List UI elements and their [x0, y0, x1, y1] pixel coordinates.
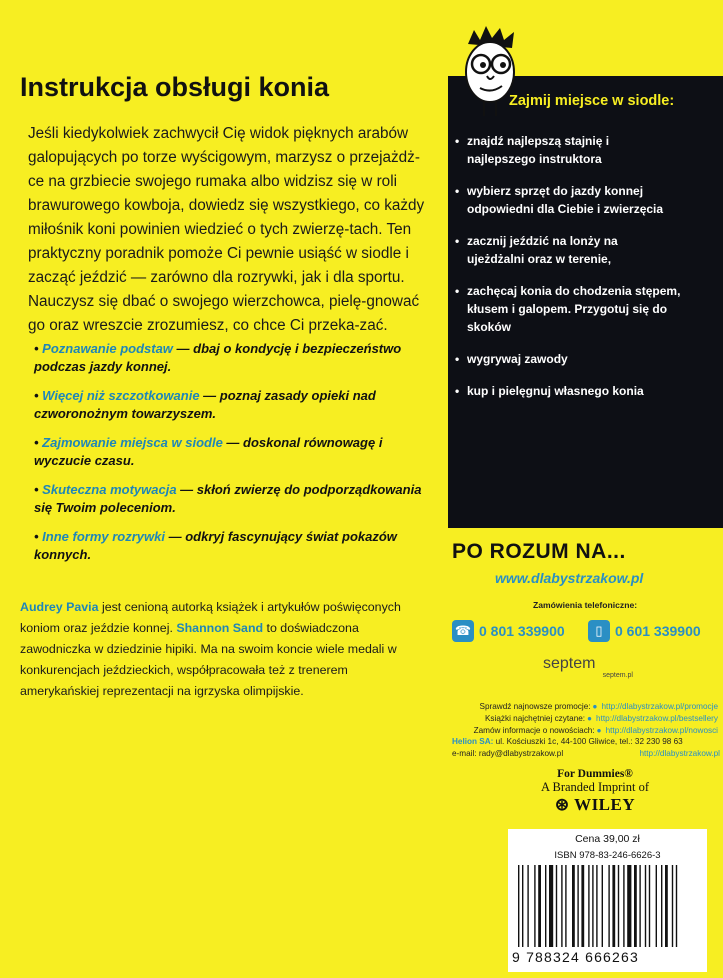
mobile-phone-icon: ▯: [588, 620, 610, 642]
author-bio-text: to doświadczona zawodniczka w dziedzinie hipiki. Ma na swoim koncie wiele medali w konkurencjach jeździeckich, współpracowała też z trenerem amerykańskiej reprezentacji na igrzyska olimpijskie.: [20, 621, 397, 698]
feature-item: • Skuteczna motywacja — skłoń zwierzę do podporządkowania się Twoim poleceniom.: [34, 482, 422, 515]
imprint-line: For Dummies®: [557, 768, 633, 780]
barcode-bar: [661, 865, 662, 947]
link-bullet-icon: ●: [596, 726, 602, 735]
wiley-logo-text: WILEY: [574, 795, 636, 814]
link-bullet-icon: ●: [592, 702, 598, 711]
phone-mobile[interactable]: [588, 614, 701, 648]
promo-label: Książki najchętniej czytane:: [484, 714, 586, 723]
barcode-number: 9 788324 666263: [512, 949, 639, 965]
barcode-bar: [565, 865, 566, 947]
barcode-bars: [516, 865, 699, 947]
feature-text: — skłoń zwierzę do podporządkowania się Twoim poleceniom.: [34, 482, 422, 515]
promo-link[interactable]: http://dlabystrzakow.pl/promocje: [601, 702, 718, 711]
feature-item: • Więcej niż szczotkowanie — poznaj zasady opieki nad czworonożnym towarzyszem.: [34, 388, 376, 421]
barcode-bar: [572, 865, 575, 947]
barcode-bar: [634, 865, 637, 947]
barcode-bar: [639, 865, 640, 947]
phone-number: 0 801 339900: [479, 623, 565, 639]
barcode-bar: [612, 865, 615, 947]
barcode-box: [508, 829, 707, 972]
barcode-bar: [672, 865, 673, 947]
feature-item: • Inne formy rozrywki — odkryj fascynujący świat pokazów konnych.: [34, 529, 397, 562]
publisher-email[interactable]: e-mail: rady@dlabystrzakow.pl: [452, 748, 564, 758]
barcode-bar: [627, 865, 631, 947]
link-bullet-icon: ●: [587, 714, 593, 723]
feature-highlight: Inne formy rozrywki: [42, 529, 165, 544]
feature-item: • Poznawanie podstaw — dbaj o kondycję i bezpieczeństwo podczas jazdy konnej.: [34, 341, 402, 374]
panel-item: • wygrywaj zawody: [455, 350, 700, 368]
feature-list: [34, 340, 434, 575]
imprint-block: [525, 768, 665, 815]
feature-text: — doskonal równowagę i wyczucie czasu.: [34, 435, 383, 468]
isbn-label: ISBN 978-83-246-6626-3: [554, 850, 661, 861]
feature-text: — poznaj zasady opieki nad czworonożnym towarzyszem.: [34, 388, 376, 421]
panel-item: • znajdź najlepszą stajnię i najlepszego instruktora: [455, 132, 625, 168]
panel-item: • kup i pielęgnuj własnego konia: [455, 382, 700, 400]
barcode-bar: [649, 865, 650, 947]
barcode-bar: [676, 865, 677, 947]
feature-item: • Zajmowanie miejsca w siodle — doskonal równowagę i wyczucie czasu.: [34, 435, 383, 468]
publisher-address: ul. Kościuszki 1c, 44-100 Gliwice, tel.: 32 230 98 63: [493, 737, 683, 746]
publisher-contact: [452, 736, 720, 759]
author-name: Audrey Pavia: [20, 600, 99, 614]
barcode-bar: [645, 865, 646, 947]
wiley-logo: [525, 795, 665, 815]
panel-heading: Zajmij miejsce w siodle:: [509, 93, 675, 109]
promo-label: Sprawdź najnowsze promocje:: [479, 702, 591, 711]
barcode-bar: [545, 865, 546, 947]
barcode-bar: [618, 865, 619, 947]
price-label: Cena 39,00 zł: [575, 833, 640, 845]
barcode-bar: [665, 865, 668, 947]
barcode-bar: [527, 865, 528, 947]
feature-highlight: Zajmowanie miejsca w siodle: [42, 435, 223, 450]
page-title: Instrukcja obsługi konia: [20, 72, 330, 102]
intro-paragraph: Jeśli kiedykolwiek zachwycił Cię widok pięknych arabów galopujących po torze wyścigowym, marzysz o przejażdż-ce na grzbiecie swojego rumaka albo widzisz się w roli brawurowego kowboja, dowiedz się wszystkiego, co każdy miłośnik koni powinien wiedzieć o tych zwierzę-tach. Ten praktyczny poradnik pomoże Ci pewnie usiąść w siodle i zacząć jeździć — zarówno dla rozrywki, jak i dla sportu. Nauczysz się dbać o swojego wierzchowca, pielę-gnować go oraz wreszcie zrozumiesz, co chce Ci przeka-zać.: [28, 125, 425, 334]
barcode-bar: [592, 865, 593, 947]
barcode-bar: [522, 865, 523, 947]
promo-link[interactable]: http://dlabystrzakow.pl/bestsellery: [596, 714, 718, 723]
publisher-address-row: [452, 736, 720, 748]
promo-link[interactable]: http://dlabystrzakow.pl/nowosci: [605, 726, 718, 735]
wiley-emblem-icon: ⊛: [554, 795, 570, 814]
panel-list: [455, 132, 717, 400]
phone-number: 0 601 339900: [615, 623, 701, 639]
feature-highlight: Skuteczna motywacja: [42, 482, 177, 497]
barcode-bar: [623, 865, 624, 947]
author-bio-text: jest cenioną autorką książek i artykułów poświęconych koniom oraz jeździe konnej.: [20, 600, 401, 635]
barcode-bar: [588, 865, 589, 947]
brand-slogan: PO ROZUM NA...: [452, 540, 626, 563]
publisher-name: Helion SA:: [452, 737, 494, 746]
barcode-bar: [577, 865, 578, 947]
barcode-bar: [602, 865, 603, 947]
barcode-bar: [608, 865, 609, 947]
barcode-bar: [561, 865, 562, 947]
promo-label: Zamów informacje o nowościach:: [473, 726, 595, 735]
phone-icon: ☎: [452, 620, 474, 642]
promo-links: [450, 701, 718, 737]
orders-label: Zamówienia telefoniczne:: [533, 600, 638, 610]
feature-highlight: Więcej niż szczotkowanie: [42, 388, 200, 403]
septem-url: septem.pl: [602, 672, 633, 679]
barcode-bar: [556, 865, 557, 947]
barcode-bar: [581, 865, 584, 947]
barcode-bar: [549, 865, 553, 947]
feature-text: — odkryj fascynujący świat pokazów konnych.: [34, 529, 397, 562]
feature-text: — dbaj o kondycję i bezpieczeństwo podczas jazdy konnej.: [34, 341, 402, 374]
imprint-line: A Branded Imprint of: [541, 780, 649, 794]
promo-row: [450, 713, 718, 725]
promo-row: [450, 701, 718, 713]
barcode-bar: [518, 865, 519, 947]
publisher-link[interactable]: http://dlabystrzakow.pl: [639, 748, 720, 758]
panel-item: • wybierz sprzęt do jazdy konnej odpowiedni dla Ciebie i zwierzęcia: [455, 182, 695, 218]
feature-highlight: Poznawanie podstaw: [42, 341, 173, 356]
barcode-bar: [656, 865, 657, 947]
phone-landline[interactable]: [452, 614, 565, 648]
barcode-bar: [534, 865, 535, 947]
author-bio: [20, 597, 430, 702]
author-name: Shannon Sand: [176, 621, 264, 635]
barcode-bar: [596, 865, 597, 947]
septem-logo: [543, 655, 633, 695]
publisher-email-row: [452, 748, 720, 760]
septem-logo-text: septem: [543, 655, 596, 672]
panel-item: • zacznij jeździć na lonży na ujeżdżalni oraz w terenie,: [455, 232, 670, 268]
barcode-bar: [538, 865, 541, 947]
panel-item: • zachęcaj konia do chodzenia stępem, kłusem i galopem. Przygotuj się do skoków: [455, 282, 700, 336]
brand-url[interactable]: www.dlabystrzakow.pl: [495, 570, 644, 586]
